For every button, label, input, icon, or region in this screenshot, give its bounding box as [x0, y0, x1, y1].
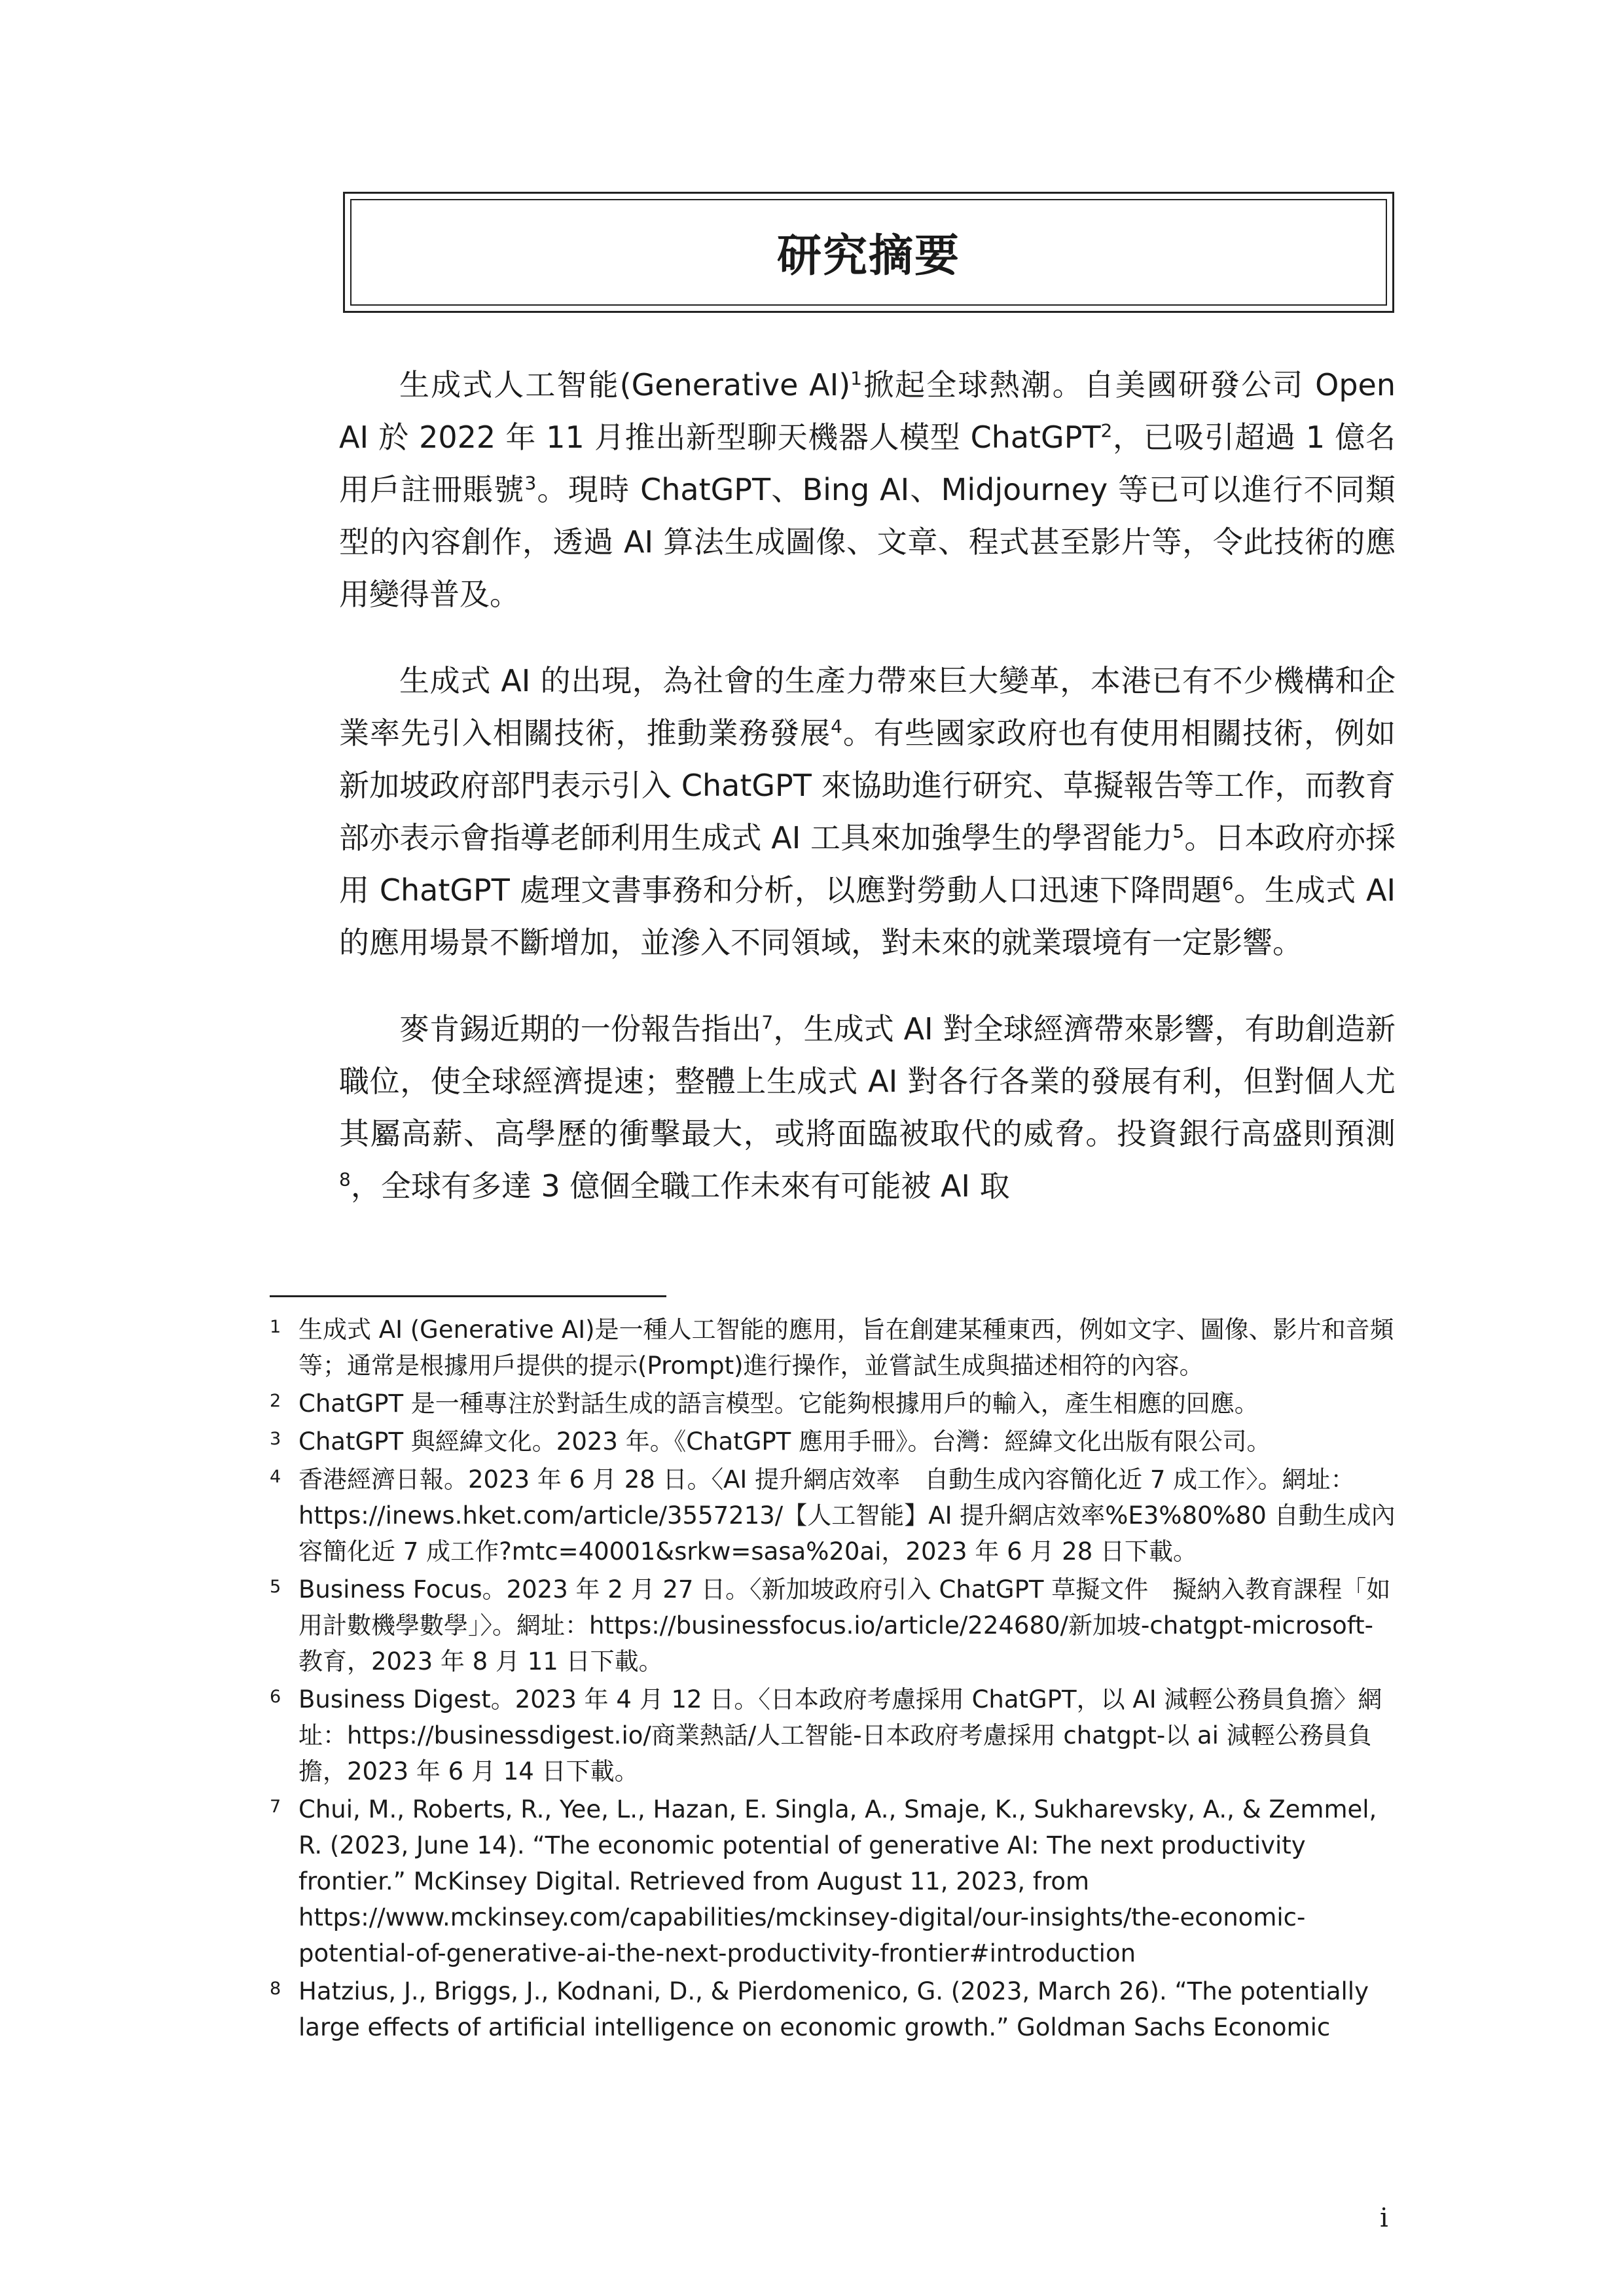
- footnote-number: 7: [270, 1797, 281, 1817]
- title-box-inner: [350, 199, 1387, 306]
- footnote-separator: [270, 1295, 666, 1297]
- footnote-text: ChatGPT 與經緯文化。2023 年。《ChatGPT 應用手冊》。台灣：經緯文化出版有限公司。: [298, 1427, 1271, 1456]
- footnote-number: 1: [270, 1317, 281, 1337]
- paragraph-text: 。生成式 AI 的應用場景不斷增加，並滲入不同領域，對未來的就業環境有一定影響。: [339, 872, 1396, 960]
- paragraph-text: 。有些國家政府也有使用相關技術，例如新加坡政府部門表示引入 ChatGPT 來協助進行研究、草擬報告等工作，而教育部亦表示會指導老師利用生成式 AI 工具來加強學生的學習能力: [339, 715, 1396, 855]
- body-paragraph: [339, 359, 1396, 620]
- body-paragraph: [339, 1003, 1396, 1212]
- footnote-item: [270, 1571, 1396, 1679]
- footnote-number: 4: [270, 1467, 281, 1487]
- footnote-reference: 3: [524, 472, 537, 494]
- footnote-number: 2: [270, 1391, 281, 1411]
- footnote-item: [270, 1973, 1396, 2045]
- body-paragraph: [339, 655, 1396, 969]
- footnote-text: 生成式 AI (Generative AI)是一種人工智能的應用，旨在創建某種東西，例如文字、圖像、影片和音頻等；通常是根據用戶提供的提示(Prompt)進行操作，並嘗試生成與描述相符的內容。: [298, 1316, 1394, 1380]
- paragraph-text: ，生成式 AI 對全球經濟帶來影響，有助創造新職位，使全球經濟提速；整體上生成式 AI 對各行各業的發展有利，但對個人尤其屬高薪、高學歷的衝擊最大，或將面臨被取代的威脅。投資銀行高盛則預測: [339, 1011, 1396, 1151]
- footnote-number: 8: [270, 1979, 281, 1999]
- footnote-item: [270, 1462, 1396, 1570]
- footnote-item: [270, 1424, 1396, 1460]
- footnotes: [270, 1312, 1396, 2047]
- page-number: i: [1380, 2203, 1388, 2233]
- footnote-text: 香港經濟日報。2023 年 6 月 28 日。〈AI 提升網店效率 自動生成內容簡化近 7 成工作〉。網址：https://inews.hket.com/article/3557213/【人工智能】AI 提升網店效率%E3%80%80 自動生成內容簡化近 7 成工作?mtc=40001&srkw=sasa%20ai，2023 年 6 月 28 日下載。: [298, 1465, 1396, 1566]
- footnote-reference: 6: [1221, 872, 1234, 895]
- footnote-item: [270, 1312, 1396, 1384]
- footnote-reference: 2: [1100, 420, 1113, 442]
- footnote-item: [270, 1681, 1396, 1789]
- paragraph-text: 生成式人工智能(Generative AI): [399, 367, 851, 403]
- paragraph-text: 。現時 ChatGPT、Bing AI、Midjourney 等已可以進行不同類型的內容創作，透過 AI 算法生成圖像、文章、程式甚至影片等，令此技術的應用變得普及。: [339, 472, 1396, 612]
- footnote-text: Business Digest。2023 年 4 月 12 日。〈日本政府考慮採用 ChatGPT，以 AI 減輕公務員負擔〉網址：https://businessdigest.io/商業熱話/人工智能-日本政府考慮採用 chatgpt-以 ai 減輕公務員負擔，2023 年 6 月 14 日下載。: [298, 1685, 1382, 1785]
- paragraph-text: 掀起全球熱潮。自美國研發公司 Open AI 於 2022 年 11 月推出新型聊天機器人模型 ChatGPT: [339, 367, 1396, 455]
- abstract-body: [339, 359, 1396, 1246]
- paragraph-text: 生成式 AI 的出現，為社會的生產力帶來巨大變革，本港已有不少機構和企業率先引入相關技術，推動業務發展: [339, 663, 1396, 751]
- paragraph-text: 麥肯錫近期的一份報告指出: [399, 1011, 762, 1047]
- footnote-reference: 5: [1172, 820, 1185, 842]
- footnote-text: Chui, M., Roberts, R., Yee, L., Hazan, E. Singla, A., Smaje, K., Sukharevsky, A., & Zemmel, R. (2023, June 14). “The economic potential of generative AI: The next productivity frontier.” McKinsey Digital. Retrieved from August 11, 2023, from https://www.mckinsey.com/capabilities/mckinsey-digital/our-insights/the-economic-potential-of-generative-ai-the-next-productivity-frontier#introduction: [298, 1795, 1377, 1967]
- page-title: 研究摘要: [776, 230, 960, 282]
- footnote-text: ChatGPT 是一種專注於對話生成的語言模型。它能夠根據用戶的輸入，產生相應的回應。: [298, 1390, 1259, 1418]
- paragraph-text: 。日本政府亦採用 ChatGPT 處理文書事務和分析，以應對勞動人口迅速下降問題: [339, 820, 1396, 908]
- footnote-reference: 4: [831, 715, 842, 738]
- footnote-number: 3: [270, 1429, 281, 1449]
- paragraph-text: ，全球有多達 3 億個全職工作未來有可能被 AI 取: [350, 1168, 1010, 1204]
- footnote-text: Hatzius, J., Briggs, J., Kodnani, D., & Pierdomenico, G. (2023, March 26). “The potentially large effects of artificial intelligence on economic growth.” Goldman Sachs Economic: [298, 1977, 1369, 2041]
- footnote-number: 5: [270, 1577, 281, 1597]
- paragraph-text: ，已吸引超過 1 億名用戶註冊賬號: [339, 420, 1396, 507]
- footnote-text: Business Focus。2023 年 2 月 27 日。〈新加坡政府引入 ChatGPT 草擬文件 擬納入教育課程「如用計數機學數學」〉。網址：https://businessfocus.io/article/224680/新加坡-chatgpt-microsoft-教育，2023 年 8 月 11 日下載。: [298, 1575, 1391, 1676]
- footnote-item: [270, 1386, 1396, 1422]
- footnote-reference: 8: [339, 1168, 351, 1191]
- footnote-number: 6: [270, 1687, 281, 1707]
- footnote-item: [270, 1791, 1396, 1971]
- footnote-reference: 1: [850, 367, 862, 389]
- title-box: [343, 192, 1394, 313]
- footnote-reference: 7: [761, 1011, 774, 1033]
